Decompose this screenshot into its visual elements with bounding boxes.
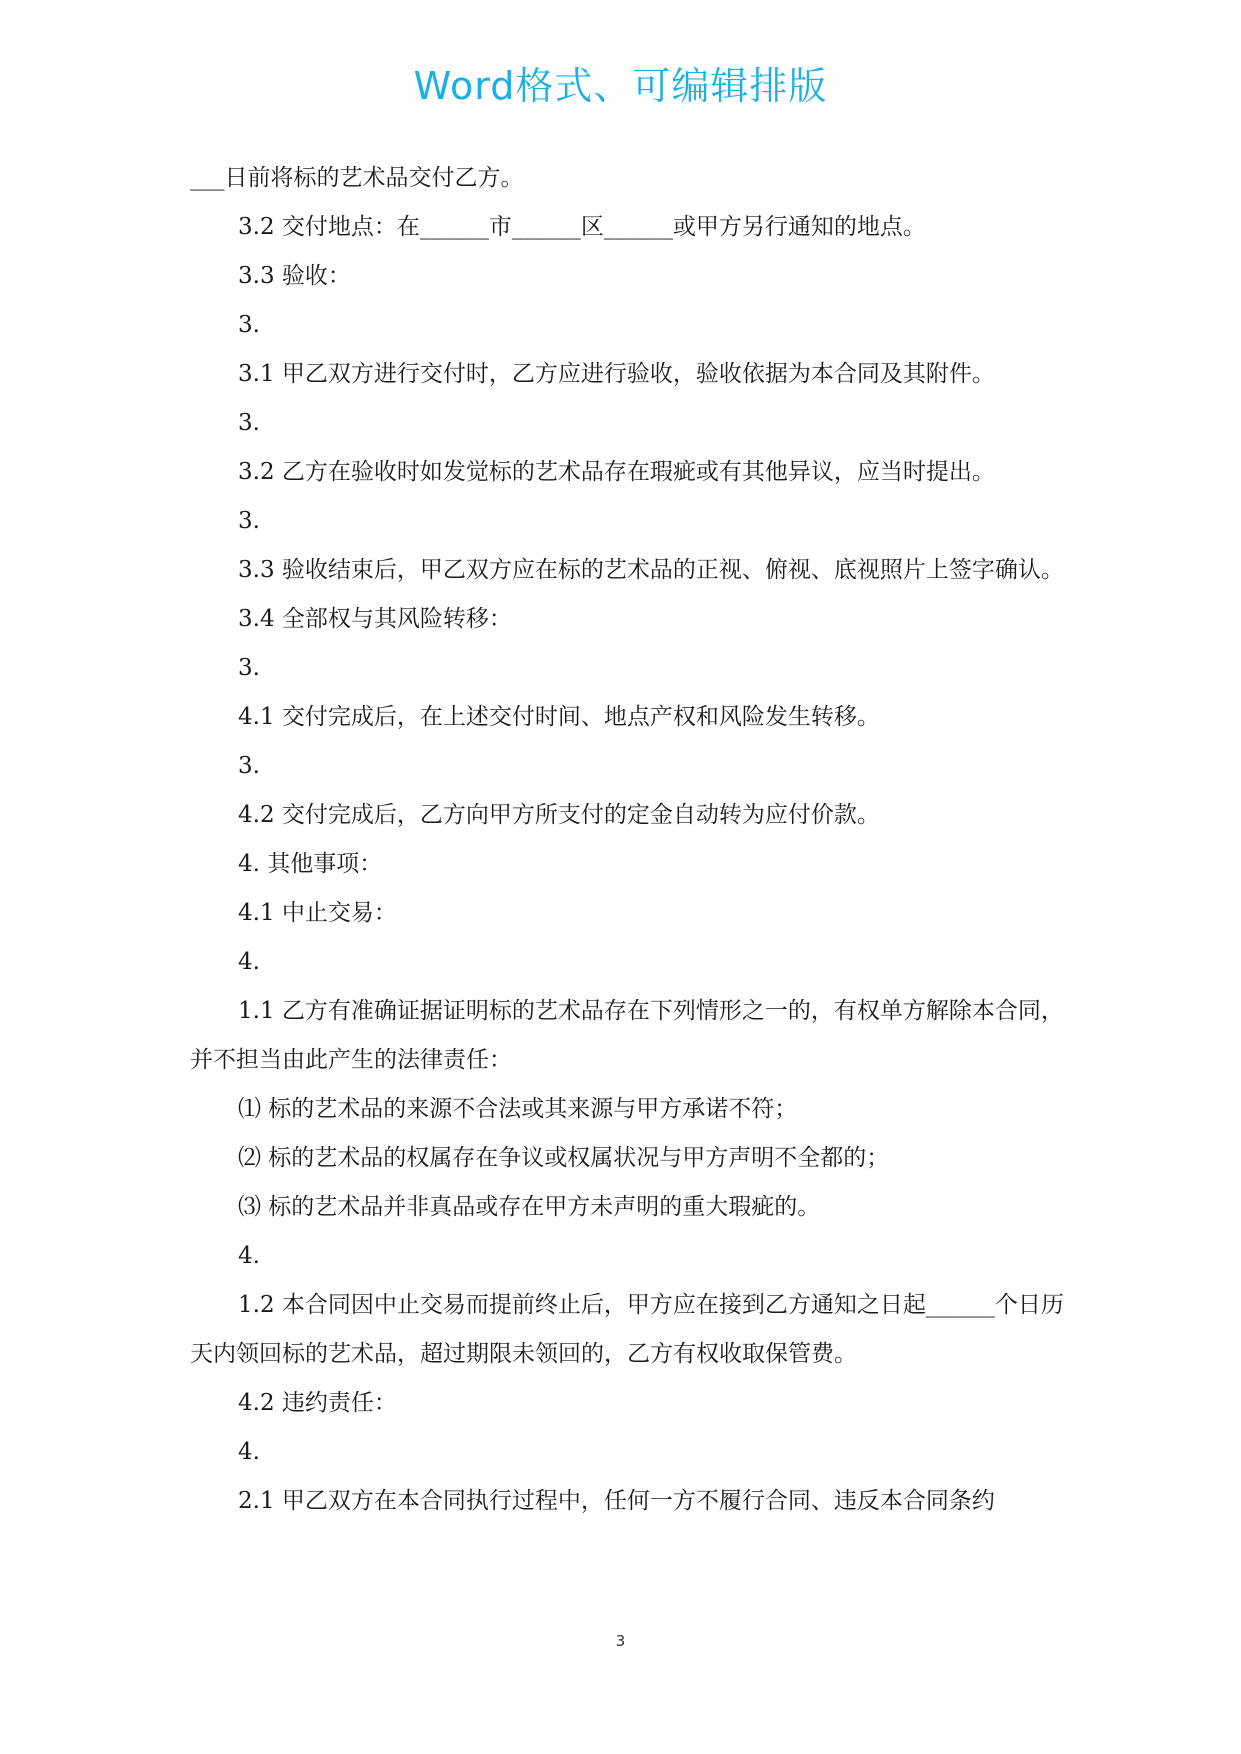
page-header-title: Word格式、可编辑排版 bbox=[413, 64, 828, 108]
paragraph-9: 3.3 验收结束后，甲乙双方应在标的艺术品的正视、俯视、底视照片上签字确认。 bbox=[238, 557, 1064, 583]
paragraph-19: ⑴ 标的艺术品的来源不合法或其来源与甲方承诺不符； bbox=[238, 1096, 798, 1122]
paragraph-21: ⑶ 标的艺术品并非真品或存在甲方未声明的重大瑕疵的。 bbox=[238, 1194, 821, 1220]
paragraph-13: 3. bbox=[238, 753, 260, 779]
paragraph-5: 3.1 甲乙双方进行交付时，乙方应进行验收，验收依据为本合同及其附件。 bbox=[238, 361, 995, 387]
paragraph-26: 2.1 甲乙双方在本合同执行过程中，任何一方不履行合同、违反本合同条约 bbox=[238, 1488, 995, 1514]
paragraph-8: 3. bbox=[238, 508, 260, 534]
paragraph-10: 3.4 全部权与其风险转移： bbox=[238, 606, 512, 632]
paragraph-18: 1.1 乙方有准确证据证明标的艺术品存在下列情形之一的，有权单方解除本合同，并不担当由此产生的法律责任： bbox=[190, 998, 1064, 1073]
paragraph-20: ⑵ 标的艺术品的权属存在争议或权属状况与甲方声明不全都的； bbox=[238, 1145, 890, 1171]
paragraph-25: 4. bbox=[238, 1439, 260, 1465]
paragraph-15: 4. 其他事项： bbox=[238, 851, 383, 877]
paragraph-2: 3.2 交付地点：在______市______区______或甲方另行通知的地点。 bbox=[238, 214, 926, 240]
paragraph-14: 4.2 交付完成后，乙方向甲方所支付的定金自动转为应付价款。 bbox=[238, 802, 880, 828]
paragraph-17: 4. bbox=[238, 949, 260, 975]
page-number: 3 bbox=[615, 1632, 626, 1650]
paragraph-16: 4.1 中止交易： bbox=[238, 900, 397, 926]
paragraph-22: 4. bbox=[238, 1243, 260, 1269]
paragraph-23: 1.2 本合同因中止交易而提前终止后，甲方应在接到乙方通知之日起______个日历天内领回标的艺术品，超过期限未领回的，乙方有权收取保管费。 bbox=[190, 1292, 1064, 1367]
paragraph-11: 3. bbox=[238, 655, 260, 681]
paragraph-6: 3. bbox=[238, 410, 260, 436]
paragraph-7: 3.2 乙方在验收时如发觉标的艺术品存在瑕疵或有其他异议，应当时提出。 bbox=[238, 459, 995, 485]
paragraph-12: 4.1 交付完成后，在上述交付时间、地点产权和风险发生转移。 bbox=[238, 704, 880, 730]
document-body bbox=[190, 154, 1070, 1526]
paragraph-3: 3.3 验收： bbox=[238, 263, 351, 289]
paragraph-1: ___日前将标的艺术品交付乙方。 bbox=[190, 165, 524, 191]
paragraph-4: 3. bbox=[238, 312, 260, 338]
paragraph-24: 4.2 违约责任： bbox=[238, 1390, 397, 1416]
